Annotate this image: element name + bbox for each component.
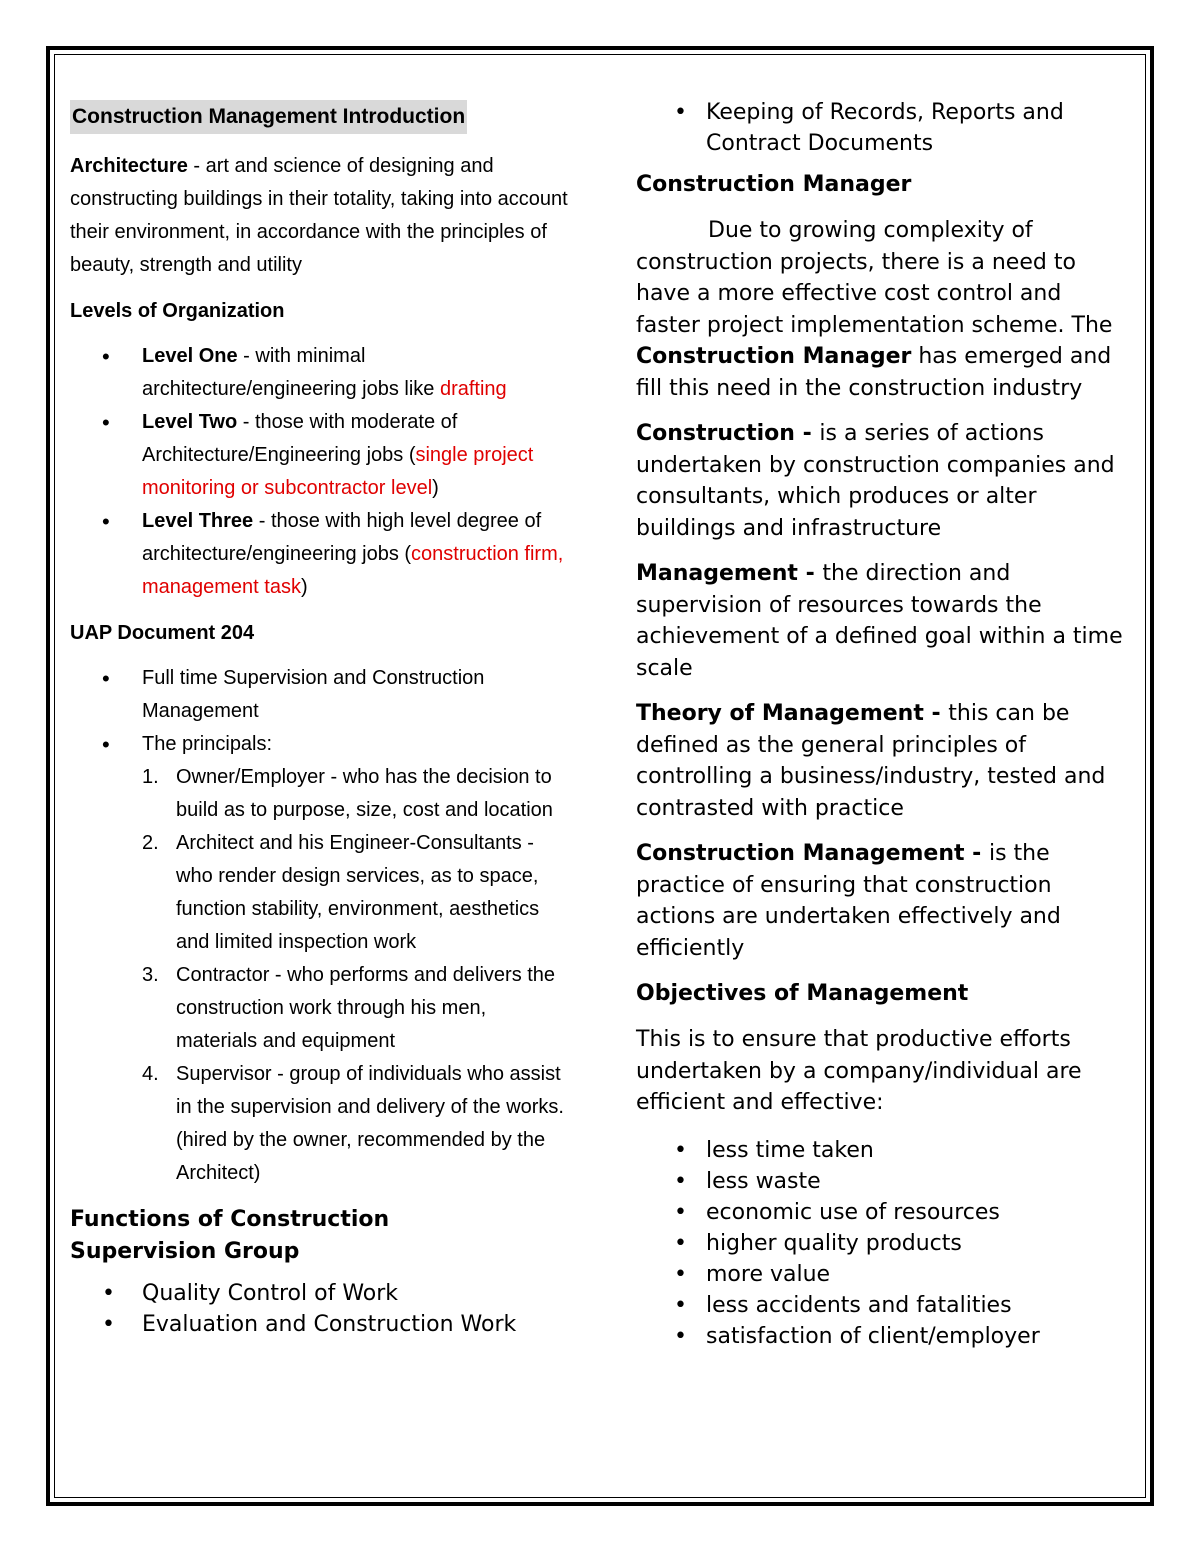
level-text: - those with moderate of Architecture/Engineering jobs ( (142, 411, 458, 466)
functions-list (70, 1278, 570, 1340)
objectives-list (636, 1135, 1132, 1352)
item-text: Contractor - who performs and delivers the construction work through his men, materials and equipment (176, 964, 556, 1052)
item-number: 2. (142, 832, 159, 854)
level-after: ) (432, 477, 439, 499)
principals-list (142, 761, 570, 1190)
list-item: • less time taken (636, 1135, 1132, 1166)
definition-text: the direction and supervision of resources towards the achievement of a defined goal within a time scale (636, 561, 1123, 681)
architecture-text: - art and science of designing and constructing buildings in their totality, taking into account their environment, in accordance with the principles of beauty, strength and utility (70, 155, 568, 276)
definition-text: is a series of actions undertaken by construction companies and consultants, which produces or alter buildings and infrastructure (636, 421, 1115, 541)
objectives-intro: This is to ensure that productive efforts undertaken by a company/individual are efficient and effective: (636, 1027, 1082, 1115)
list-item (70, 340, 570, 406)
construction-manager-heading: Construction Manager (636, 172, 912, 197)
page-title: Construction Management Introduction (70, 100, 467, 134)
level-highlight: drafting (439, 378, 507, 400)
construction-manager-paragraph (636, 215, 1132, 404)
level-term: Level Two (142, 411, 238, 433)
list-item (70, 406, 570, 505)
left-column (70, 96, 570, 1340)
list-item (70, 761, 570, 827)
list-item: • satisfaction of client/employer (636, 1321, 1132, 1352)
list-item: • less accidents and fatalities (636, 1290, 1132, 1321)
cm-text-after: has emerged and fill this need in the construction industry (636, 344, 1112, 401)
list-item (70, 827, 570, 959)
principals-label: The principals: (142, 733, 273, 755)
item-number: 1. (142, 766, 159, 788)
functions-heading: Functions of Construction Supervision Group (70, 1207, 390, 1264)
level-term: Level Three (142, 510, 254, 532)
definition-text: is the practice of ensuring that construction actions are undertaken effectively and efficiently (636, 841, 1061, 961)
level-highlight: construction firm, management task (142, 543, 564, 598)
item-text: Supervisor - group of individuals who assist in the supervision and delivery of the works. (hired by the owner, recommended by the Architect) (176, 1063, 564, 1184)
list-item (70, 728, 570, 1190)
architecture-term: Architecture (70, 155, 188, 177)
list-item (70, 959, 570, 1058)
level-highlight: single project monitoring or subcontractor level (142, 444, 534, 499)
cm-bold: Construction Manager (636, 344, 912, 369)
level-text: - with minimal architecture/engineering jobs like (142, 345, 440, 400)
objectives-heading: Objectives of Management (636, 981, 969, 1006)
item-number: 3. (142, 964, 159, 986)
definition-term: Management - (636, 561, 823, 586)
list-item (70, 1058, 570, 1190)
list-item: • Full time Supervision and Construction Management (70, 662, 570, 728)
definition-term: Theory of Management - (636, 701, 949, 726)
uap-heading: UAP Document 204 (70, 622, 255, 644)
list-item: • Evaluation and Construction Work (70, 1309, 570, 1340)
uap-list (70, 662, 570, 1190)
functions-list-continued (636, 97, 1132, 159)
list-item: • more value (636, 1259, 1132, 1290)
level-after: ) (300, 576, 308, 598)
list-item: • economic use of resources (636, 1197, 1132, 1228)
definition-construction (636, 418, 1132, 544)
level-term: Level One (142, 345, 238, 367)
list-item (70, 505, 570, 604)
definition-term: Construction Management - (636, 841, 989, 866)
levels-list (70, 340, 570, 604)
item-text: Architect and his Engineer-Consultants - who render design services, as to space, function stability, environment, aesthetics and limited inspection work (176, 832, 540, 953)
architecture-definition (70, 150, 570, 282)
item-text: Owner/Employer - who has the decision to build as to purpose, size, cost and location (176, 766, 553, 821)
level-text: - those with high level degree of architecture/engineering jobs ( (142, 510, 542, 565)
cm-text: Due to growing complexity of construction projects, there is a need to have a more effective cost control and faster project implementation scheme. The (636, 218, 1113, 338)
definition-text: this can be defined as the general principles of controlling a business/industry, tested and contrasted with practice (636, 701, 1106, 821)
definition-theory (636, 698, 1132, 824)
list-item: • Quality Control of Work (70, 1278, 570, 1309)
definition-management (636, 558, 1132, 684)
item-number: 4. (142, 1063, 159, 1085)
definition-term: Construction - (636, 421, 820, 446)
levels-heading: Levels of Organization (70, 300, 285, 322)
list-item: • less waste (636, 1166, 1132, 1197)
list-item: • higher quality products (636, 1228, 1132, 1259)
list-item: • Keeping of Records, Reports and Contract Documents (636, 97, 1132, 159)
right-column (636, 97, 1132, 1352)
definition-construction-management (636, 838, 1132, 964)
